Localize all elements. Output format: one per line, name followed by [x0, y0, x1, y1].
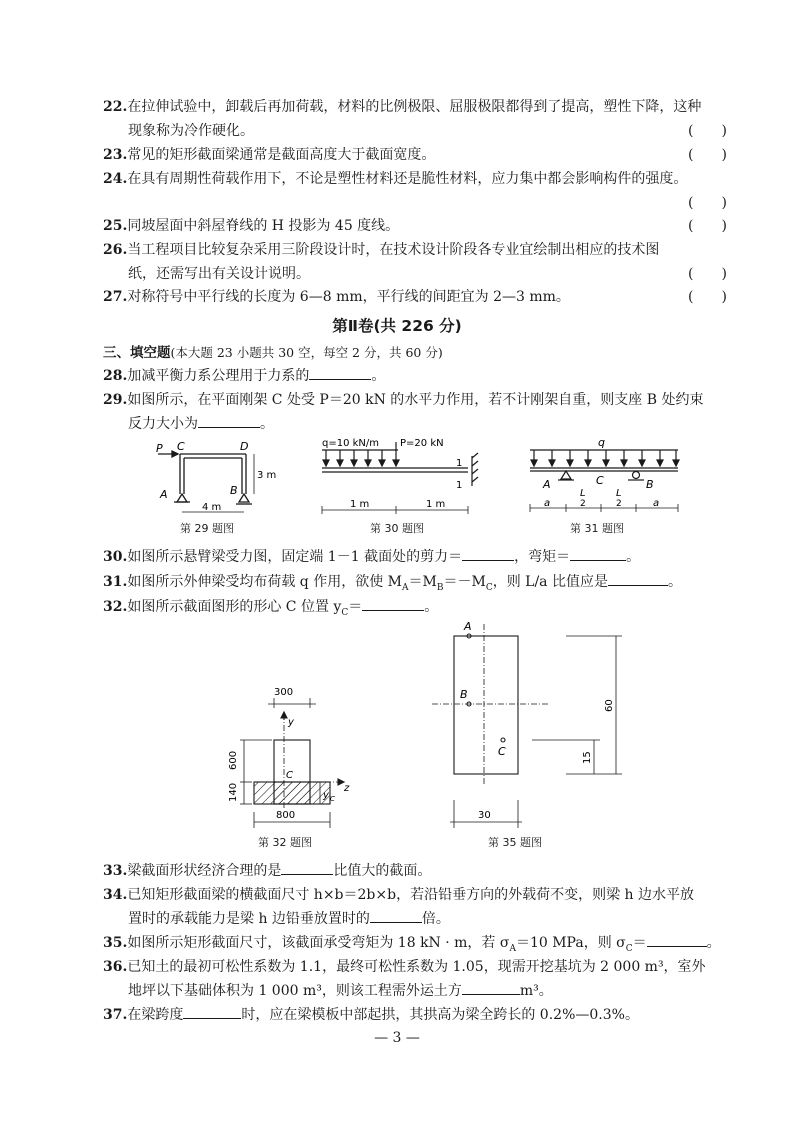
page-number: — 3 — — [374, 1030, 420, 1046]
fig30-span2: 1 m — [426, 499, 446, 510]
fig30-P-label: P=20 kN — [400, 438, 444, 449]
blank-32[interactable] — [362, 596, 424, 611]
fig32-width-800: 800 — [276, 810, 296, 821]
fig35-point-C: C — [498, 745, 506, 758]
caption-fig35: 第 35 题图 — [488, 836, 542, 849]
fig29-label-A: A — [160, 488, 168, 501]
fig32-axis-z: z — [344, 783, 350, 794]
answer-paren-27[interactable]: ( ) — [688, 289, 727, 305]
fig31-label-B: B — [646, 478, 654, 491]
question-22-line1: 22.在拉伸试验中，卸载后再加荷载，材料的比例极限、屈服极限都得到了提高，塑性下降，这种 — [103, 99, 702, 115]
fig31-d2: 2 — [616, 499, 622, 509]
fig35-height-15: 15 — [582, 751, 593, 764]
fig29-width-label: 4 m — [202, 502, 222, 513]
question-26-line2: 纸，还需写出有关设计说明。 — [128, 266, 310, 282]
fig29-label-B: B — [230, 484, 238, 497]
question-29-line1: 29.如图所示，在平面刚架 C 处受 P＝20 kN 的水平力作用，若不计刚架自重，则支座 B 处约束 — [103, 392, 704, 408]
fig29-label-D: D — [240, 440, 249, 453]
figures-32-35 — [210, 618, 630, 833]
answer-paren-23[interactable]: ( ) — [688, 147, 727, 163]
fig31-a1: a — [544, 498, 551, 509]
blank-34[interactable] — [370, 908, 422, 923]
fig31-a2: a — [653, 498, 660, 509]
fig32-centroid-C: C — [286, 770, 293, 781]
question-26-line1: 26.当工程项目比较复杂采用三阶段设计时，在技术设计阶段各专业宜绘制出相应的技术图 — [103, 242, 660, 258]
blank-28[interactable] — [309, 365, 371, 380]
fig30-section-1-bottom: 1 — [456, 480, 463, 491]
question-27: 27.对称符号中平行线的长度为 6—8 mm，平行线的间距宜为 2—3 mm。 — [103, 289, 570, 305]
fig35-point-A: A — [464, 620, 472, 633]
fig32-axis-y: y — [288, 717, 294, 728]
question-34-line1: 34.已知矩形截面梁的横截面尺寸 h×b＝2b×b，若沿铅垂方向的外载荷不变，则梁 h 边水平放 — [103, 887, 694, 903]
fig35-height-60: 60 — [604, 699, 615, 712]
caption-fig29: 第 29 题图 — [180, 522, 234, 535]
fig31-label-A: A — [543, 478, 551, 491]
fig35-width-30: 30 — [478, 810, 491, 821]
question-33: 33.梁截面形状经济合理的是 比值大的截面。 — [103, 860, 431, 880]
blank-30-moment[interactable] — [570, 546, 626, 561]
figure-35-rectangle — [432, 624, 622, 828]
answer-paren-26[interactable]: ( ) — [688, 266, 727, 282]
answer-paren-25[interactable]: ( ) — [688, 218, 727, 234]
fig32-height-140: 140 — [228, 782, 239, 802]
blank-30-shear[interactable] — [462, 546, 514, 561]
fig32-width-300: 300 — [274, 687, 294, 698]
answer-paren-22[interactable]: ( ) — [688, 123, 727, 139]
question-30: 30.如图所示悬臂梁受力图，固定端 1－1 截面处的剪力＝ ，弯矩＝ 。 — [103, 546, 640, 566]
answer-paren-24[interactable]: ( ) — [688, 195, 727, 211]
section-detail: (本大题 23 小题共 30 空，每空 2 分，共 60 分) — [170, 345, 443, 360]
fig30-span1: 1 m — [350, 499, 370, 510]
section-heading — [103, 341, 443, 361]
blank-33[interactable] — [281, 860, 333, 875]
question-37: 37.在梁跨度 时，应在梁模板中部起拱，其拱高为梁全跨长的 0.2%—0.3%。 — [103, 1004, 639, 1024]
question-25: 25.同坡屋面中斜屋脊线的 H 投影为 45 度线。 — [103, 218, 400, 234]
part-two-title: 第Ⅱ卷(共 226 分) — [332, 317, 462, 335]
fig29-label-C: C — [177, 440, 185, 453]
fig32-height-600: 600 — [228, 750, 239, 770]
fig31-L1: L — [580, 488, 586, 499]
caption-fig32: 第 32 题图 — [258, 836, 312, 849]
question-23: 23.常见的矩形截面梁通常是截面高度大于截面宽度。 — [103, 147, 436, 163]
fig31-label-C: C — [596, 474, 604, 487]
question-29-line2: 反力大小为 。 — [128, 413, 274, 433]
question-24: 24.在具有周期性荷载作用下，不论是塑性材料还是脆性材料，应力集中都会影响构件的强度。 — [103, 171, 688, 187]
fig29-height-label: 3 m — [257, 470, 277, 481]
blank-35[interactable] — [647, 932, 707, 947]
fig30-q-label: q=10 kN/m — [322, 438, 380, 449]
fig31-q-label: q — [598, 436, 605, 449]
blank-36[interactable] — [462, 980, 520, 995]
fig31-L2: L — [616, 488, 622, 499]
fig31-d1: 2 — [580, 499, 586, 509]
blank-37[interactable] — [183, 1004, 241, 1019]
question-36-line1: 36.已知土的最初可松性系数为 1.1，最终可松性系数为 1.05，现需开挖基坑为 2 000 m³，室外 — [103, 959, 706, 975]
question-35: 35.如图所示矩形截面尺寸，该截面承受弯矩为 18 kN · m，若 $\sigma_A=10$ MPa，则 $\sigma_C=$ 。 — [103, 932, 721, 954]
blank-31[interactable] — [608, 571, 668, 586]
section-label: 三、填空题 — [103, 345, 171, 361]
fig29-label-P: P — [156, 442, 163, 455]
question-22-line2: 现象称为冷作硬化。 — [128, 123, 254, 139]
question-31: 31.如图所示外伸梁受均布荷载 q 作用，欲使 $M_A=M_B=-M_C$，则 L/a 比值应是 。 — [103, 571, 682, 593]
question-28: 28.加减平衡力系公理用于力系的 。 — [103, 365, 385, 385]
question-34-line2: 置时的承载能力是梁 h 边铅垂放置时的 倍。 — [128, 908, 450, 928]
caption-fig31: 第 31 题图 — [570, 522, 624, 535]
question-36-line2: 地坪以下基础体积为 1 000 m³，则该工程需外运土方 m³。 — [128, 980, 553, 1000]
fig32-yc: y — [323, 790, 329, 801]
fig35-point-B: B — [460, 688, 468, 701]
blank-29[interactable] — [198, 413, 260, 428]
caption-fig30: 第 30 题图 — [370, 522, 424, 535]
figure-30-beam — [322, 442, 478, 514]
question-32: 32.如图所示截面图形的形心 C 位置 $y_C=$ 。 — [103, 596, 438, 618]
fig32-yc-sub: C — [330, 795, 335, 803]
fig30-section-1-top: 1 — [456, 458, 463, 469]
